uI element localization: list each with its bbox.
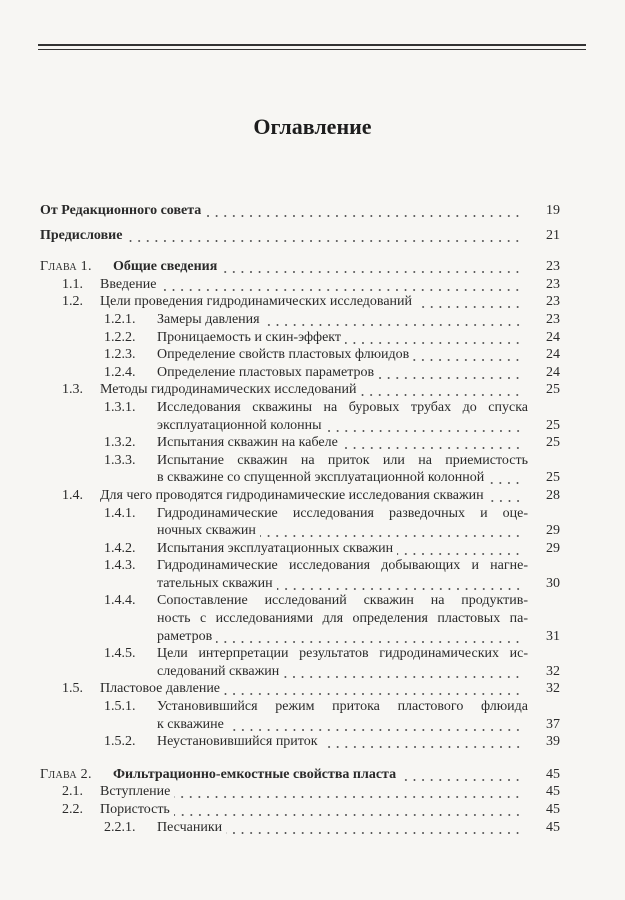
toc-entry-page: 45 bbox=[546, 766, 560, 782]
dot-leader bbox=[174, 783, 522, 801]
toc-entry-title: Фильтрационно-емкостные свойства пласта bbox=[113, 766, 397, 782]
dot-leader bbox=[416, 293, 522, 311]
toc-entry-page: 23 bbox=[546, 276, 560, 292]
toc-entry-page: 23 bbox=[546, 259, 560, 275]
toc-entry-page: 45 bbox=[546, 802, 560, 817]
toc-entry-page: 24 bbox=[546, 347, 560, 363]
toc-entry-title: в скважине со спущенной эксплуатационной колонной bbox=[157, 470, 485, 486]
toc-entry[interactable] bbox=[40, 487, 560, 505]
toc-entry[interactable] bbox=[40, 592, 560, 645]
toc-entry-page: 25 bbox=[546, 417, 560, 433]
toc-entry-number: 1.3.3. bbox=[104, 452, 136, 468]
toc-entry[interactable] bbox=[40, 557, 560, 592]
toc-entry-number: Глава 1. bbox=[40, 259, 92, 275]
toc-entry-page: 21 bbox=[546, 227, 560, 243]
toc-entry-page: 29 bbox=[546, 523, 560, 539]
toc-entry-page: 24 bbox=[546, 329, 560, 345]
dot-leader bbox=[205, 202, 522, 220]
toc-entry[interactable] bbox=[40, 680, 560, 698]
dot-leader bbox=[283, 663, 522, 681]
toc-entry[interactable] bbox=[40, 733, 560, 751]
dot-leader bbox=[174, 801, 522, 819]
toc-entry-page: 24 bbox=[546, 364, 560, 380]
toc-entry-title: раметров bbox=[157, 628, 213, 644]
toc-entry-title: Цели проведения гидродинамических исследований bbox=[100, 294, 413, 310]
toc-entry[interactable] bbox=[40, 434, 560, 452]
dot-leader bbox=[221, 258, 522, 276]
toc-entry-number: 1.5.1. bbox=[104, 699, 136, 715]
dot-leader bbox=[400, 766, 522, 784]
dot-leader bbox=[345, 329, 522, 347]
dot-leader bbox=[264, 311, 522, 329]
dot-leader bbox=[360, 381, 522, 399]
toc-entry[interactable] bbox=[40, 346, 560, 364]
toc-entry-title: Общие сведения bbox=[113, 259, 218, 275]
toc-entry[interactable] bbox=[40, 276, 560, 294]
toc-entry[interactable] bbox=[40, 202, 560, 220]
dot-leader bbox=[413, 346, 522, 364]
toc-entry-number: 1.4.1. bbox=[104, 505, 136, 521]
table-of-contents bbox=[40, 202, 560, 836]
toc-entry-number: 1.1. bbox=[62, 276, 83, 292]
toc-entry-title: ность с исследованиями для определения пластовых па- bbox=[157, 611, 528, 627]
toc-entry-title: Замеры давления bbox=[157, 311, 260, 327]
toc-entry-number: 1.2. bbox=[62, 294, 83, 310]
toc-entry-title: Песчаники bbox=[157, 819, 223, 835]
dot-leader bbox=[488, 469, 522, 487]
toc-entry[interactable] bbox=[40, 452, 560, 487]
toc-entry[interactable] bbox=[40, 783, 560, 801]
dot-leader bbox=[224, 680, 522, 698]
toc-entry-title: Испытания скважин на кабеле bbox=[157, 435, 338, 451]
toc-entry-number: 1.4.3. bbox=[104, 558, 136, 574]
toc-entry-title: Определение свойств пластовых флюидов bbox=[157, 347, 410, 363]
toc-entry-number: 2.2.1. bbox=[104, 819, 136, 835]
toc-entry-title: Предисловие bbox=[40, 227, 123, 243]
toc-entry-number: 2.1. bbox=[62, 784, 83, 800]
dot-leader bbox=[226, 819, 522, 837]
toc-entry-title: Сопоставление исследований скважин на продуктив- bbox=[157, 593, 528, 609]
toc-entry-page: 31 bbox=[546, 628, 560, 644]
toc-entry-number: 1.4.5. bbox=[104, 646, 136, 662]
toc-entry-title: ночных скважин bbox=[157, 523, 256, 539]
toc-entry-title: Испытания эксплуатационных скважин bbox=[157, 540, 394, 556]
toc-entry[interactable] bbox=[40, 227, 560, 245]
toc-entry-title: Проницаемость и скин-эффект bbox=[157, 329, 342, 345]
toc-entry[interactable] bbox=[40, 329, 560, 347]
toc-entry-number: 1.3.1. bbox=[104, 399, 136, 415]
dot-leader bbox=[378, 364, 522, 382]
toc-entry-title: Пластовое давление bbox=[100, 681, 221, 697]
toc-entry-page: 25 bbox=[546, 382, 560, 398]
dot-leader bbox=[160, 276, 522, 294]
toc-entry[interactable] bbox=[40, 505, 560, 540]
toc-entry-number: 1.5.2. bbox=[104, 734, 136, 750]
toc-entry-title: Для чего проводятся гидродинамические исследования скважин bbox=[100, 487, 484, 503]
toc-entry-title: к скважине bbox=[157, 716, 224, 732]
toc-entry-page: 23 bbox=[546, 294, 560, 310]
dot-leader bbox=[322, 733, 522, 751]
toc-entry-title: Гидродинамические исследования добывающих и нагне- bbox=[157, 558, 528, 574]
toc-entry-title: Цели интерпретации результатов гидродинамических ис- bbox=[157, 646, 528, 662]
dot-leader bbox=[397, 540, 522, 558]
toc-entry-page: 23 bbox=[546, 311, 560, 327]
toc-entry-title: тательных скважин bbox=[157, 575, 273, 591]
toc-entry-number: 1.2.2. bbox=[104, 329, 136, 345]
toc-entry-title: следований скважин bbox=[157, 663, 280, 679]
toc-entry-number: Глава 2. bbox=[40, 766, 92, 782]
toc-entry-page: 37 bbox=[546, 716, 560, 732]
toc-entry-number: 1.2.4. bbox=[104, 364, 136, 380]
toc-entry-number: 1.5. bbox=[62, 681, 83, 697]
toc-entry-title: Исследования скважины на буровых трубах до спуска bbox=[157, 399, 528, 415]
header-rule-thin bbox=[38, 49, 586, 50]
toc-entry-page: 32 bbox=[546, 663, 560, 679]
toc-entry-number: 1.4. bbox=[62, 487, 83, 503]
dot-leader bbox=[228, 716, 522, 734]
toc-entry-title: Введение bbox=[100, 276, 157, 292]
toc-entry[interactable] bbox=[40, 364, 560, 382]
toc-entry-page: 19 bbox=[546, 203, 560, 218]
toc-entry-page: 30 bbox=[546, 575, 560, 591]
toc-entry-page: 45 bbox=[546, 819, 560, 835]
dot-leader bbox=[342, 434, 522, 452]
toc-entry[interactable] bbox=[40, 381, 560, 399]
toc-entry[interactable] bbox=[40, 819, 560, 837]
toc-entry[interactable] bbox=[40, 801, 560, 819]
toc-entry-number: 1.2.1. bbox=[104, 311, 136, 327]
toc-entry-page: 25 bbox=[546, 435, 560, 451]
toc-entry-page: 29 bbox=[546, 540, 560, 556]
toc-entry-page: 25 bbox=[546, 470, 560, 486]
header-rule-thick bbox=[38, 44, 586, 46]
toc-entry-number: 1.4.4. bbox=[104, 593, 136, 609]
toc-entry-title: От Редакционного совета bbox=[40, 203, 202, 218]
toc-entry[interactable] bbox=[40, 258, 560, 276]
toc-entry[interactable] bbox=[40, 293, 560, 311]
toc-entry-title: эксплуатационной колонны bbox=[157, 417, 322, 433]
toc-entry-title: Неустановившийся приток bbox=[157, 734, 318, 750]
toc-entry[interactable] bbox=[40, 311, 560, 329]
dot-leader bbox=[126, 227, 522, 245]
toc-entry-title: Определение пластовых параметров bbox=[157, 364, 375, 380]
toc-entry-title: Методы гидродинамических исследований bbox=[100, 382, 357, 398]
toc-entry-number: 2.2. bbox=[62, 802, 83, 817]
toc-entry-title: Гидродинамические исследования разведочных и оце- bbox=[157, 505, 528, 521]
dot-leader bbox=[260, 522, 522, 540]
toc-entry[interactable] bbox=[40, 540, 560, 558]
toc-entry[interactable] bbox=[40, 645, 560, 680]
toc-entry-title: Вступление bbox=[100, 784, 171, 800]
toc-entry[interactable] bbox=[40, 766, 560, 784]
toc-entry-page: 39 bbox=[546, 734, 560, 750]
toc-entry-number: 1.2.3. bbox=[104, 347, 136, 363]
toc-entry-title: Пористость bbox=[100, 802, 170, 817]
toc-entry-title: Испытание скважин на приток или на приемистость bbox=[157, 452, 528, 468]
toc-entry-number: 1.3.2. bbox=[104, 435, 136, 451]
dot-leader bbox=[326, 417, 522, 435]
page-title: Оглавление bbox=[253, 114, 372, 139]
toc-entry[interactable] bbox=[40, 399, 560, 434]
toc-entry-title: Установившийся режим притока пластового флюида bbox=[157, 699, 528, 715]
dot-leader bbox=[216, 628, 522, 646]
toc-entry[interactable] bbox=[40, 698, 560, 733]
toc-entry-page: 45 bbox=[546, 784, 560, 800]
toc-entry-number: 1.4.2. bbox=[104, 540, 136, 556]
dot-leader bbox=[488, 487, 522, 505]
toc-entry-number: 1.3. bbox=[62, 382, 83, 398]
toc-entry-page: 32 bbox=[546, 681, 560, 697]
dot-leader bbox=[277, 575, 522, 593]
toc-entry-page: 28 bbox=[546, 487, 560, 503]
